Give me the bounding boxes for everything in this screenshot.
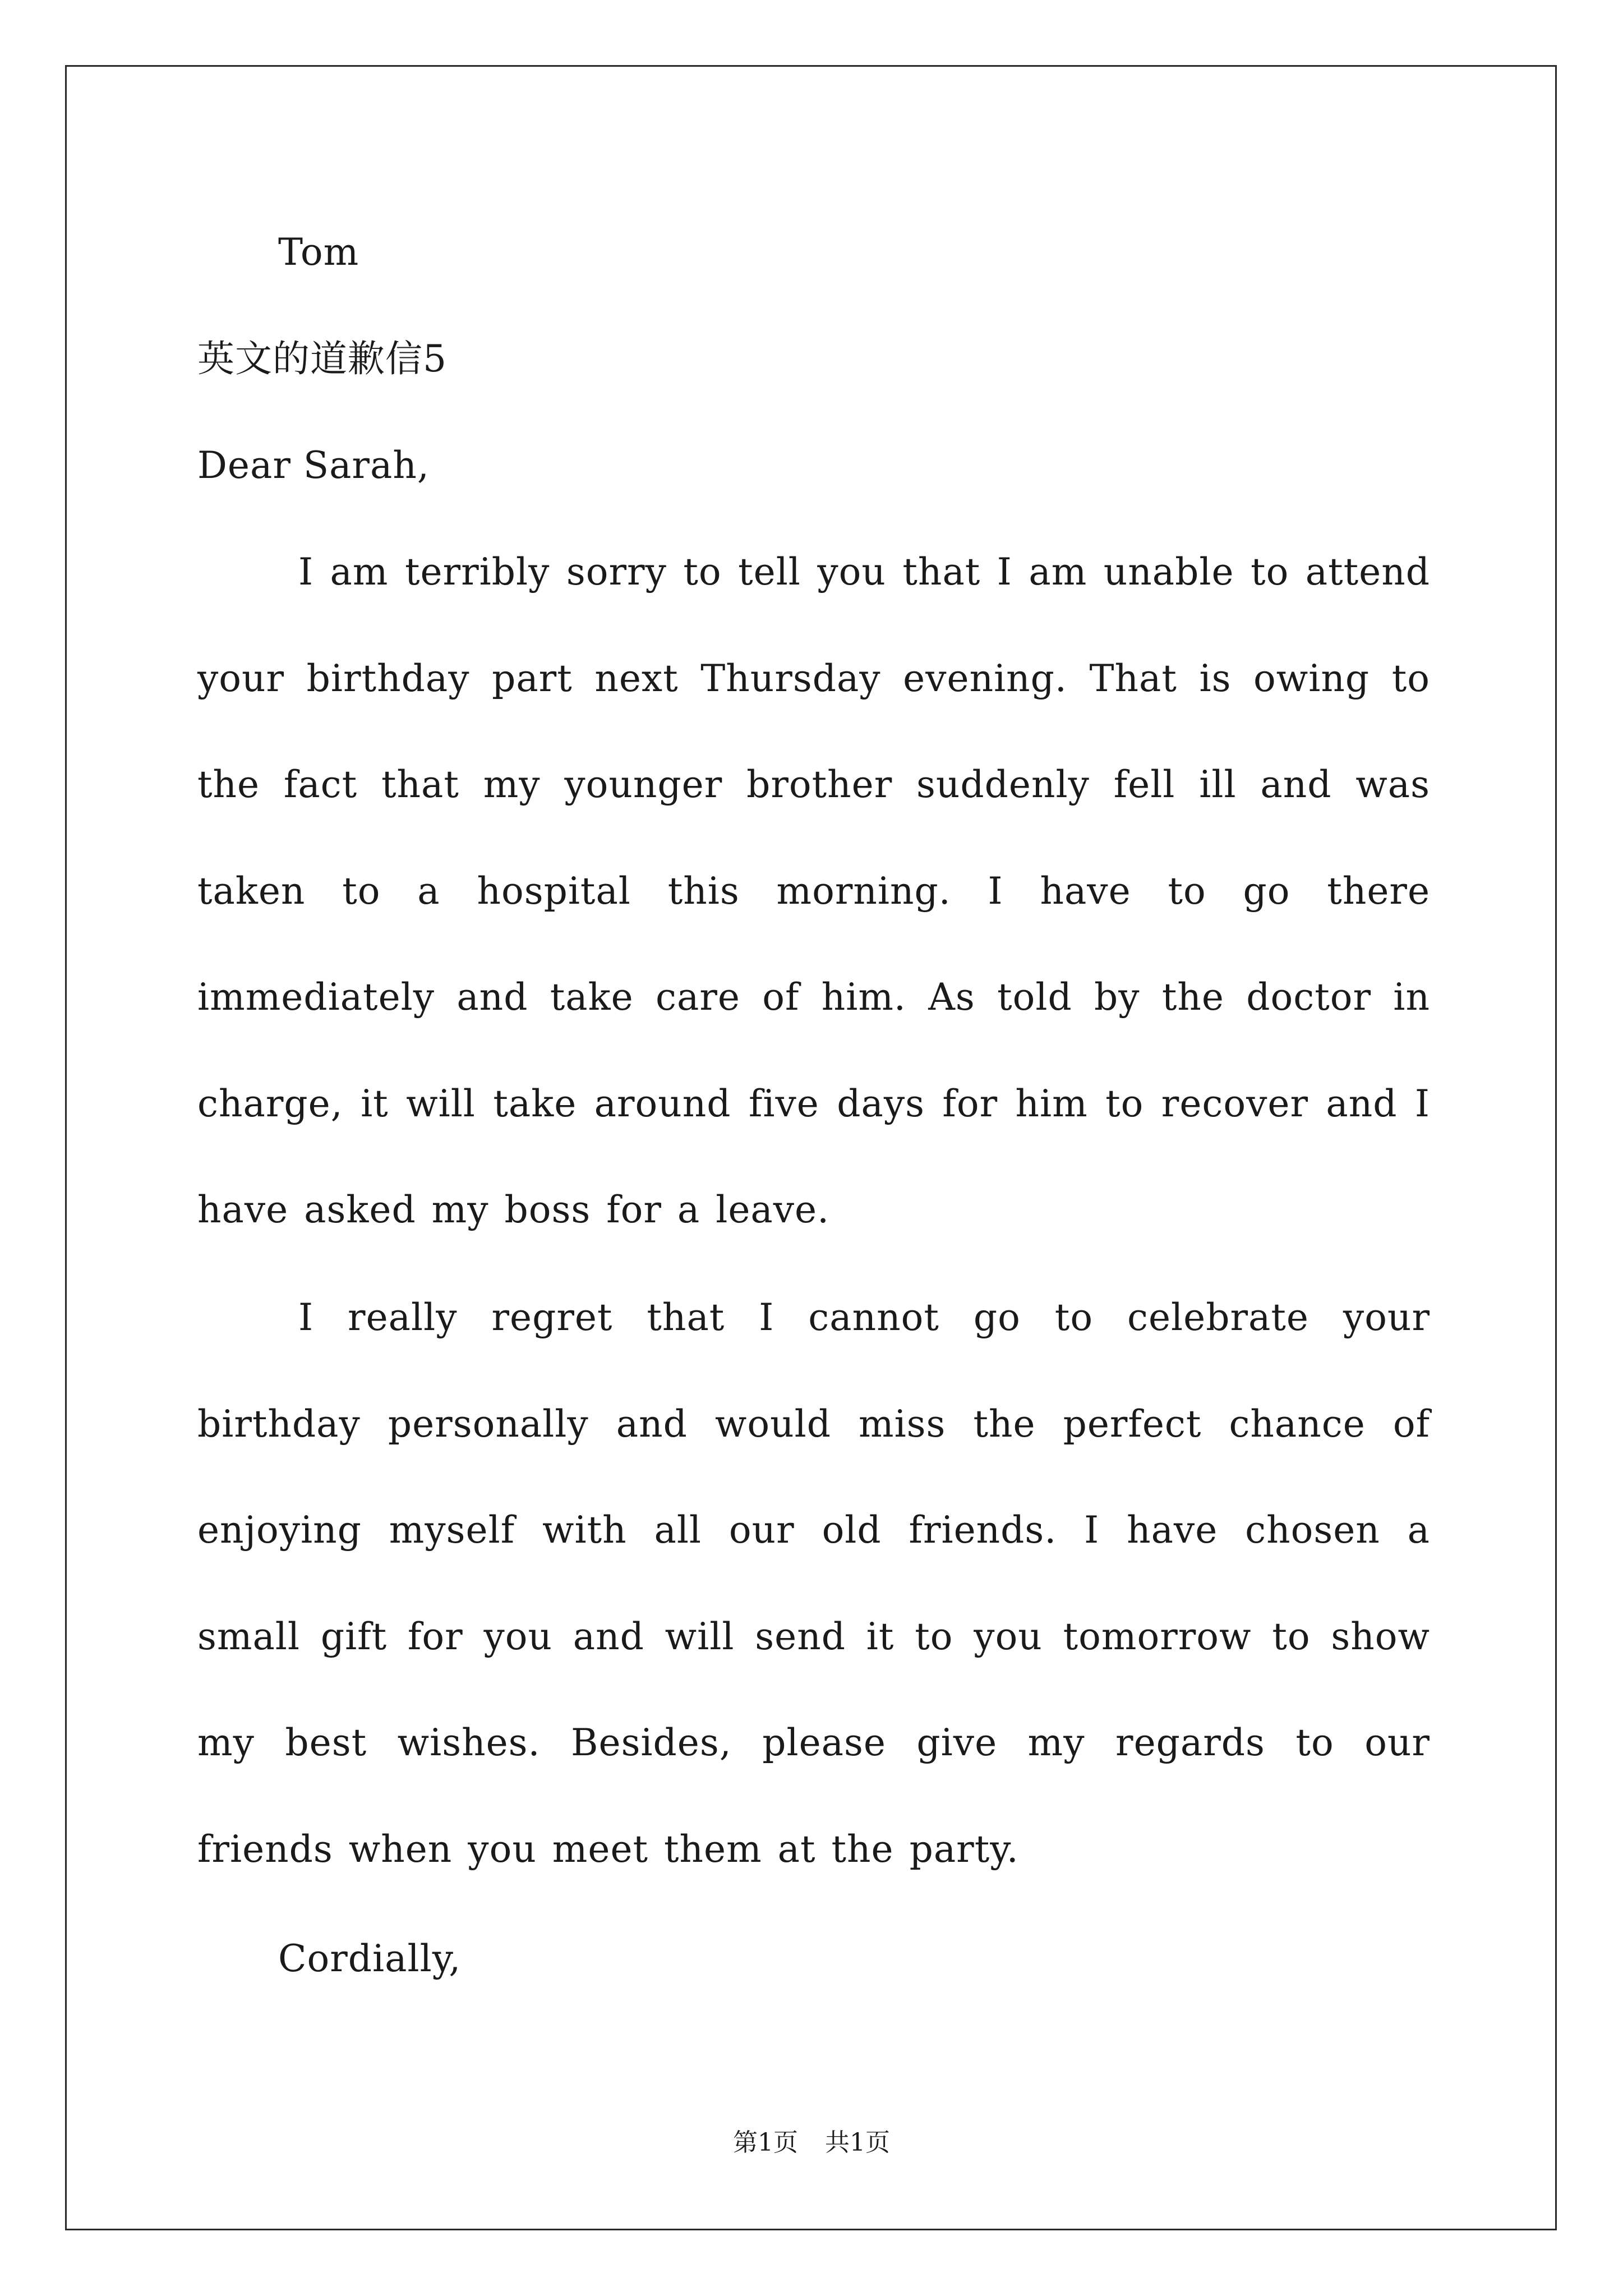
page-footer xyxy=(0,2127,1623,2159)
page-total: 共1页 xyxy=(825,2128,890,2157)
greeting: Dear Sarah, xyxy=(197,444,430,487)
body-paragraph-2: I really regret that I cannot go to celebrate your birthday personally and would miss the perfect chance of enjoying myself with all our old friends. I have chosen a small gift for you and will send it to you tomorrow to show my best wishes. Besides, please give my regards to our friends when you meet them at the party. xyxy=(197,1296,1430,1871)
body-paragraph-1: I am terribly sorry to tell you that I am unable to attend your birthday part next Thursday evening. That is owing to the fact that my younger brother suddenly fell ill and was taken to a hospital this morning. I have to go there immediately and take care of him. As told by the doctor in charge, it will take around five days for him to recover and I have asked my boss for a leave. xyxy=(197,550,1430,1231)
page-number: 第1页 xyxy=(733,2128,798,2157)
previous-signature: Tom xyxy=(278,231,359,274)
letter-heading: 英文的道歉信5 xyxy=(197,337,447,380)
closing: Cordially, xyxy=(278,1937,462,1980)
